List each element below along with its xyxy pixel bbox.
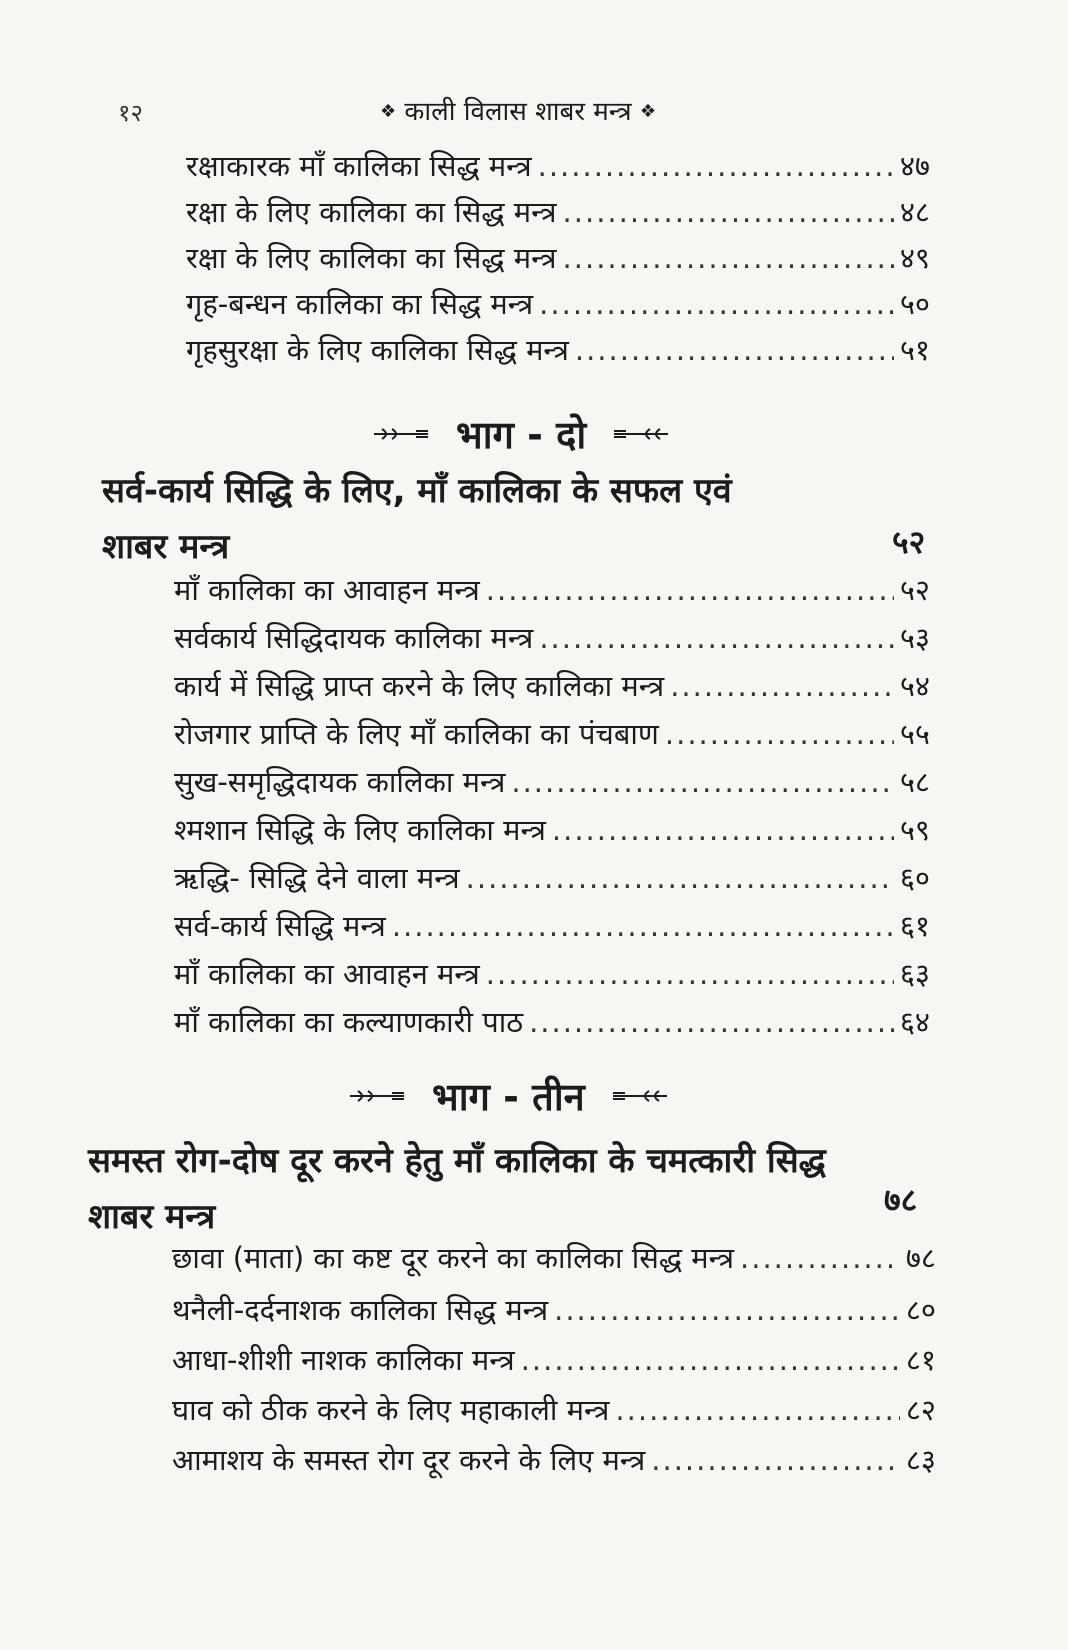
running-head — [380, 92, 656, 128]
toc-entry: माँ कालिका का आवाहन मन्त्र ..... ५२ — [174, 570, 930, 610]
toc-entry: घाव को ठीक करने के लिए महाकाली मन्त्र ..... ८२ — [172, 1390, 936, 1430]
toc-entry: गृहसुरक्षा के लिए कालिका सिद्ध मन्त्र ..... ५१ — [186, 330, 930, 370]
page-number: १२ — [118, 99, 143, 127]
flourish-right-icon — [611, 1087, 669, 1105]
toc-entry: आधा-शीशी नाशक कालिका मन्त्र ..... ८१ — [172, 1340, 936, 1380]
toc-entry: रक्षाकारक माँ कालिका सिद्ध मन्त्र ..... ४७ — [186, 146, 930, 186]
toc-entry: रक्षा के लिए कालिका का सिद्ध मन्त्र ..... ४८ — [186, 192, 930, 232]
toc-entry: गृह-बन्धन कालिका का सिद्ध मन्त्र ..... ५० — [186, 284, 930, 324]
toc-entry: सुख-समृद्धिदायक कालिका मन्त्र ..... ५८ — [174, 762, 930, 802]
toc-entry: सर्वकार्य सिद्धिदायक कालिका मन्त्र ..... ५३ — [174, 618, 930, 658]
toc-entry: ऋद्धि- सिद्धि देने वाला मन्त्र ..... ६० — [174, 858, 930, 898]
diamond-ornament-icon: ❖ — [639, 101, 657, 122]
toc-entry: कार्य में सिद्धि प्राप्त करने के लिए कालिका मन्त्र ..... ५४ — [174, 666, 930, 706]
flourish-left-icon — [348, 1087, 406, 1105]
toc-entry: छावा (माता) का कष्ट दूर करने का कालिका सिद्ध मन्त्र ..... ७८ — [172, 1238, 936, 1278]
toc-entry: माँ कालिका का कल्याणकारी पाठ ..... ६४ — [174, 1002, 930, 1042]
section-title: सर्व-कार्य सिद्धि के लिए, माँ कालिका के सफल एवं — [102, 471, 732, 511]
toc-entry: श्मशान सिद्धि के लिए कालिका मन्त्र ..... ५९ — [174, 810, 930, 850]
toc-entry: सर्व-कार्य सिद्धि मन्त्र ..... ६१ — [174, 906, 930, 946]
flourish-right-icon — [612, 425, 670, 443]
toc-entry: रक्षा के लिए कालिका का सिद्ध मन्त्र ..... ४९ — [186, 238, 930, 278]
flourish-left-icon — [372, 425, 430, 443]
toc-entry: थनैली-दर्दनाशक कालिका सिद्ध मन्त्र ..... ८० — [172, 1290, 936, 1330]
section-title-continued: शाबर मन्त्र — [88, 1197, 216, 1237]
section-page-number: ७८ — [884, 1181, 918, 1219]
section-title: समस्त रोग-दोष दूर करने हेतु माँ कालिका के चमत्कारी सिद्ध — [88, 1141, 826, 1181]
running-head-title: काली विलास शाबर मन्त्र — [404, 97, 632, 127]
diamond-ornament-icon: ❖ — [380, 101, 397, 122]
part-two-heading: भाग - दो — [372, 408, 670, 460]
toc-entry: माँ कालिका का आवाहन मन्त्र ..... ६३ — [174, 954, 930, 994]
section-title-continued: शाबर मन्त्र — [102, 527, 230, 567]
part-three-heading: भाग - तीन — [348, 1070, 669, 1122]
toc-entry: आमाशय के समस्त रोग दूर करने के लिए मन्त्र ..... ८३ — [172, 1440, 936, 1480]
toc-entry: रोजगार प्राप्ति के लिए माँ कालिका का पंचबाण ..... ५५ — [174, 714, 930, 754]
section-page-number: ५२ — [892, 523, 926, 561]
